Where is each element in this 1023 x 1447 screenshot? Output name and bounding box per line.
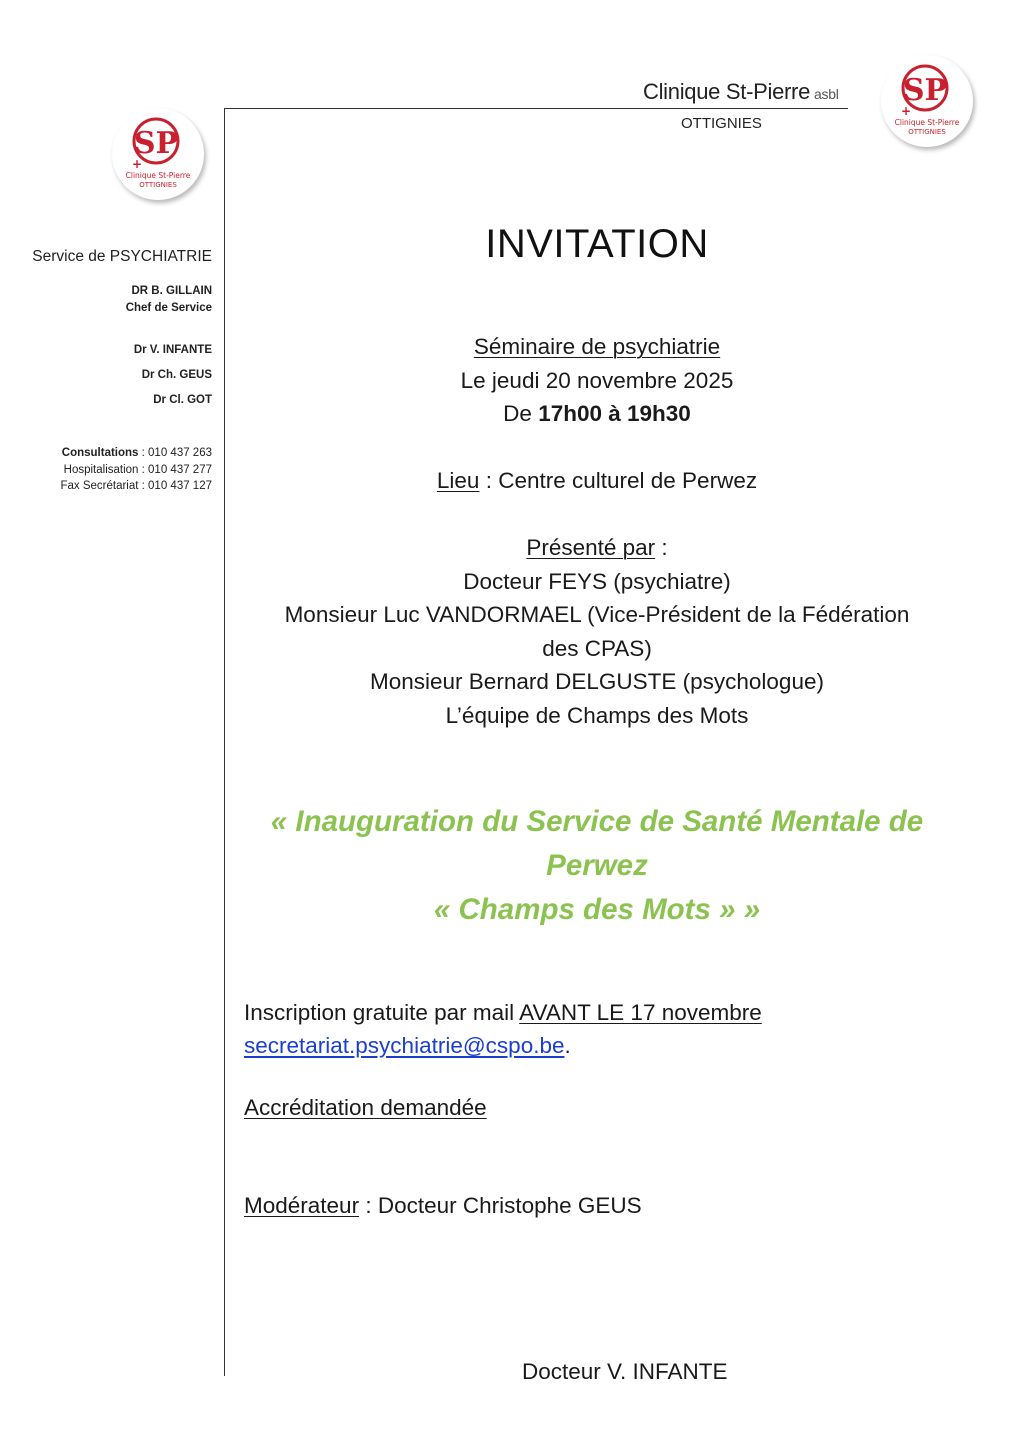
sidebar-chief [0,283,212,317]
inscription-line: Inscription gratuite par mail AVANT LE 17 novembre [244,1000,762,1025]
presenter: des CPAS) [542,635,652,661]
clinic-logo-left [112,108,204,200]
highlight-line: « Inauguration du Service de Santé Mentale de [270,805,924,838]
deadline: AVANT LE 17 novembre [519,1000,762,1025]
clinic-logo-right [881,55,973,147]
seminar-heading: Séminaire de psychiatrie [473,334,721,359]
seminar-time: De 17h00 à 19h30 [503,401,691,426]
clinic-city: OTTIGNIES [681,115,762,132]
seminar-date: Le jeudi 20 novembre 2025 [460,367,734,393]
email-link[interactable]: secretariat.psychiatrie@cspo.be [244,1033,565,1058]
presenter: Docteur FEYS (psychiatre) [463,568,731,594]
svg-text:+: + [901,104,912,118]
csp-logo-icon [112,108,204,200]
highlight-line: Perwez [546,849,648,882]
presenters-block: Présenté par : Docteur FEYS (psychiatre) Monsieur Luc VANDORMAEL (Vice-Président de la Fédération des CPAS) Monsieur Bernard DELGUSTE (psychologue) L’équipe de Champs des Mots [245,531,949,732]
highlight-block [245,800,949,932]
moderator-line [244,1189,949,1222]
svg-text:Clinique St-Pierre: Clinique St-Pierre [125,171,191,180]
place-line [245,464,949,498]
sidebar-contacts [0,445,212,495]
sidebar-doctor: Dr Cl. GOT [153,394,212,406]
svg-text:OTTIGNIES: OTTIGNIES [139,181,177,189]
presenter: Monsieur Bernard DELGUSTE (psychologue) [370,669,824,694]
inscription-block: Inscription gratuite par mail AVANT LE 17 novembre secretariat.psychiatrie@cspo.be. [244,996,949,1062]
svg-text:Clinique St-Pierre: Clinique St-Pierre [894,118,960,127]
contact-fax: Fax Secrétariat : 010 437 127 [60,480,212,492]
highlight-line: « Champs des Mots » » [433,893,761,926]
presenter: L’équipe de Champs des Mots [445,702,749,728]
clinic-name-text: Clinique St-Pierre [643,79,811,104]
clinic-name [643,79,839,105]
moderator-value: : Docteur Christophe GEUS [359,1193,642,1218]
csp-logo-icon [881,55,973,147]
contact-consultations: Consultations : 010 437 263 [61,447,212,459]
presented-label: Présenté par [526,535,656,560]
seminar-block [245,330,949,431]
sidebar-doctor: Dr Ch. GEUS [141,369,212,381]
presenter: Monsieur Luc VANDORMAEL (Vice-Président de la Fédération [284,602,910,627]
svg-text:SP: SP [133,126,179,161]
sidebar-doctor: Dr V. INFANTE [133,344,212,356]
chief-title: Chef de Service [125,302,212,314]
place-label: Lieu [436,468,480,493]
sidebar-service: Service de PSYCHIATRIE [32,248,212,265]
vertical-divider [224,108,225,1376]
header-rule [225,108,848,109]
svg-text:+: + [132,157,143,171]
moderator-label: Modérateur [244,1193,360,1218]
svg-text:OTTIGNIES: OTTIGNIES [908,128,946,136]
clinic-suffix: asbl [814,86,839,102]
place-value: : Centre culturel de Perwez [479,468,758,493]
signature: Docteur V. INFANTE [522,1359,728,1384]
chief-name: DR B. GILLAIN [131,285,212,297]
page-title: INVITATION [485,222,709,266]
svg-text:SP: SP [902,73,948,108]
accreditation: Accréditation demandée [244,1095,487,1120]
contact-hospitalisation: Hospitalisation : 010 437 277 [63,463,212,476]
